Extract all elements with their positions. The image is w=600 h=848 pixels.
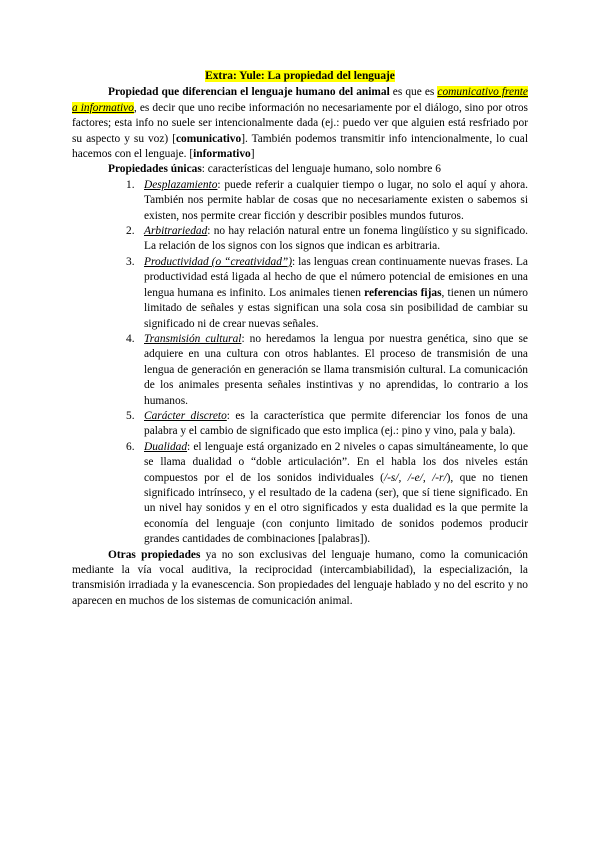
list-term: Transmisión cultural — [144, 332, 242, 345]
unique-text: : características del lenguaje humano, solo nombre 6 — [201, 163, 441, 176]
list-number: 1. — [126, 178, 135, 191]
list-item — [72, 409, 528, 440]
list-term: Arbitrariedad — [144, 225, 208, 238]
list-item — [72, 440, 528, 548]
intro-paragraph — [72, 85, 528, 162]
list-term: Desplazamiento — [144, 178, 218, 191]
list-term: Carácter discreto — [144, 409, 227, 422]
list-text: : es la característica que permite diferenciar los fonos de una palabra y el cambio de significado que esto implica (ej.: pino y vino, pala y bala). — [144, 409, 528, 438]
title-highlight: Extra: Yule: La propiedad del lenguaje — [205, 70, 395, 82]
intro-text-4: ] — [250, 148, 255, 161]
list-item — [72, 224, 528, 255]
list-number: 5. — [126, 409, 135, 422]
other-text: ya no son exclusivas del lenguaje humano, como la comunicación mediante la vía vocal auditiva, la reciprocidad (intercambiabilidad), la especialización, la transmisión irradiada y la evanescencia. Son propiedades del lenguaje hablado y no del escrito y no aparecen en muchos de los sistemas de comunicación animal. — [72, 548, 528, 607]
list-text-2: ), que no tienen significado intrínseco, y el resultado de la cadena (ser), que sí tiene significado. En un nivel hay sonidos y en el otro significados y esta dualidad es la que permite la economía del lenguaje (con conjunto limitado de sonidos podemos producir grandes cantidades de combinaciones [palabras]). — [144, 471, 528, 546]
unique-bold: Propiedades únicas — [108, 163, 202, 176]
other-properties-paragraph — [72, 548, 528, 610]
intro-bold-comunicativo: comunicativo — [176, 132, 242, 145]
list-text: : no hay relación natural entre un fonema lingüístico y su significado. La relación de los signos con los signos que indican es arbitraria. — [144, 225, 528, 253]
list-item — [72, 332, 528, 409]
list-term: Dualidad — [144, 440, 188, 453]
unique-properties-list — [72, 178, 528, 548]
list-term: Productividad (o “creatividad”) — [144, 255, 293, 268]
list-item — [72, 178, 528, 224]
list-text: : las lenguas crean continuamente nuevas frases. La productividad está ligada al hecho de que el número potencial de emisiones en una lengua humana es infinito. Los animales tienen — [144, 255, 528, 299]
list-text-2: , tienen un número limitado de señales y estas significan una sola cosa sin posibilidad de cambiar su significado ni de crear nuevas señales. — [144, 286, 528, 330]
list-bold: referencias fijas — [364, 286, 442, 299]
intro-text-2: , es decir que uno recibe información no necesariamente por el diálogo, sino por otros factores; esta info no suele ser intencionalmente dada (ej.: puedo ver que alguien está resfriado por su aspecto y su voz) [ — [72, 101, 528, 145]
document-body — [72, 69, 528, 609]
list-number: 3. — [126, 255, 135, 268]
list-item — [72, 255, 528, 332]
document-title — [72, 69, 528, 84]
list-text: : no heredamos la lengua por nuestra genética, sino que se adquiere en una cultura con otros hablantes. El proceso de transmisión de una lengua de generación en generación se llama transmisión cultural. La comunicación de los animales presenta señales instintivas y no aprendidas, lo contrario a los humanos. — [144, 332, 528, 407]
list-number: 2. — [126, 225, 135, 238]
unique-properties-heading — [72, 162, 528, 177]
intro-bold-lead: Propiedad que diferencian el lenguaje humano del animal — [108, 86, 390, 99]
list-italic: /-s/, /-e/, /-r/ — [383, 471, 447, 484]
intro-text-1: es que es — [389, 86, 438, 99]
intro-bold-informativo: informativo — [193, 148, 251, 161]
intro-text-3: ]. También podemos transmitir info intencionalmente, lo cual hacemos con el lenguaje. [ — [72, 132, 528, 161]
intro-highlight-term: comunicativo frente a informativo — [72, 86, 528, 114]
list-number: 4. — [126, 332, 135, 345]
other-bold: Otras propiedades — [108, 548, 201, 561]
list-text: : el lenguaje está organizado en 2 niveles o capas simultáneamente, lo que se llama dualidad o “doble articulación”. En el habla los dos niveles están compuestos por el de los sonidos individuales ( — [144, 440, 528, 484]
list-text: : puede referir a cualquier tiempo o lugar, no solo el aquí y ahora. También nos permite hablar de cosas que no necesariamente existen o sabemos si existen, nos permite crear ficción y describir posibles mundos futuros. — [144, 178, 528, 222]
list-number: 6. — [126, 440, 135, 453]
